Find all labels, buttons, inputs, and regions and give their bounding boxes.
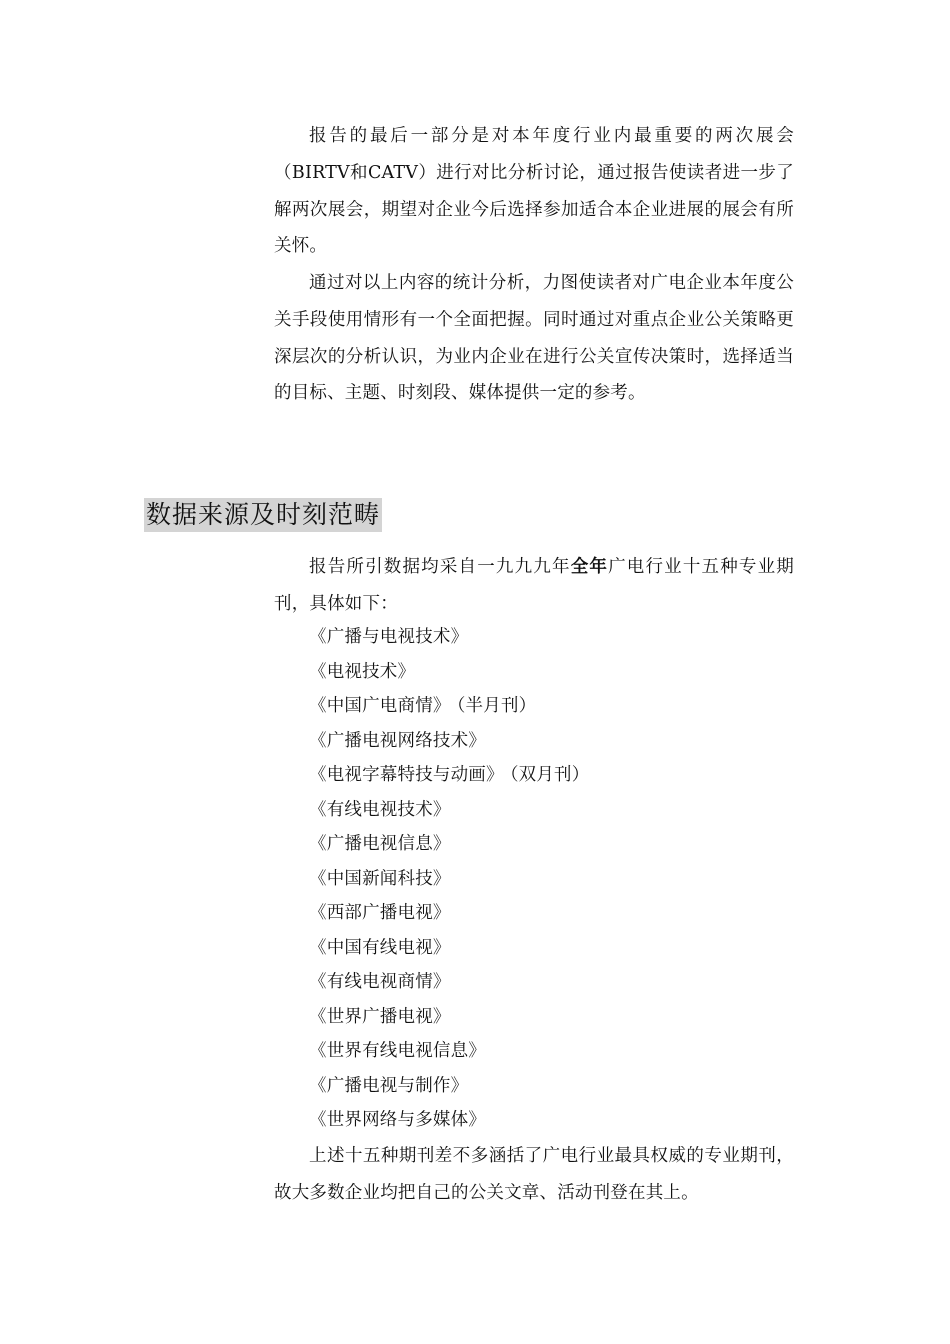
journal-item: [309, 620, 589, 655]
section-heading: 数据来源及时刻范畴: [144, 498, 382, 532]
lead-text-before: 报告所引数据均采自一九九九年: [309, 557, 571, 577]
journal-item: [309, 1103, 589, 1138]
journal-item: [309, 931, 589, 966]
journal-item: [309, 793, 589, 828]
journal-name: 《中国广电商情》: [309, 696, 451, 716]
journal-item: [309, 965, 589, 1000]
journal-name: 《广播电视信息》: [309, 834, 451, 854]
journal-list: [309, 620, 589, 1138]
journal-name: 《电视技术》: [309, 661, 416, 682]
journal-name: 《有线电视技术》: [309, 799, 451, 820]
journal-frequency-note: （双月刊）: [509, 765, 590, 785]
journal-item: [309, 1034, 589, 1069]
intro-paragraph-2: 通过对以上内容的统计分析，力图使读者对广电企业本年度公关手段使用情形有一个全面把握。同时通过对重点企业公关策略更深层次的分析认识，为业内企业在进行公关宣传决策时，选择适当的目标、主题、时刻段、媒体提供一定的参考。: [274, 273, 794, 404]
journal-name: 《电视字幕特技与动画》: [309, 765, 504, 785]
journal-item: [309, 827, 589, 862]
journal-item: [309, 689, 589, 724]
journal-name: 《西部广播电视》: [309, 903, 451, 923]
intro-paragraph-1: 报告的最后一部分是对本年度行业内最重要的两次展会（BIRTV和CATV）进行对比分析讨论，通过报告使读者进一步了解两次展会，期望对企业今后选择参加适合本企业进展的展会有所关怀。: [274, 126, 794, 257]
closing-paragraph: 上述十五种期刊差不多涵括了广电行业最具权威的专业期刊，故大多数企业均把自己的公关文章、活动刊登在其上。: [274, 1146, 794, 1203]
journal-frequency-note: （半月刊）: [456, 696, 537, 716]
journal-name: 《有线电视商情》: [309, 972, 451, 992]
journal-name: 《广播电视与制作》: [309, 1075, 469, 1096]
journal-item: [309, 1069, 589, 1104]
journal-name: 《中国新闻科技》: [309, 868, 451, 889]
lead-text-bold: 全年: [570, 557, 609, 577]
journal-name: 《世界网络与多媒体》: [309, 1110, 486, 1130]
journal-item: [309, 655, 589, 690]
journal-name: 《中国有线电视》: [309, 937, 451, 958]
journal-item: [309, 1000, 589, 1035]
journal-item: [309, 896, 589, 931]
journal-item: [309, 724, 589, 759]
lead-text-after: 广电行业十五种专业期刊，具体如下：: [274, 557, 794, 614]
journal-name: 《世界有线电视信息》: [309, 1041, 486, 1061]
journal-name: 《广播电视网络技术》: [309, 730, 486, 751]
journal-item: [309, 862, 589, 897]
journal-name: 《广播与电视技术》: [309, 627, 469, 647]
journal-item: [309, 758, 589, 793]
data-source-paragraph: [274, 549, 794, 623]
journal-name: 《世界广播电视》: [309, 1006, 451, 1027]
